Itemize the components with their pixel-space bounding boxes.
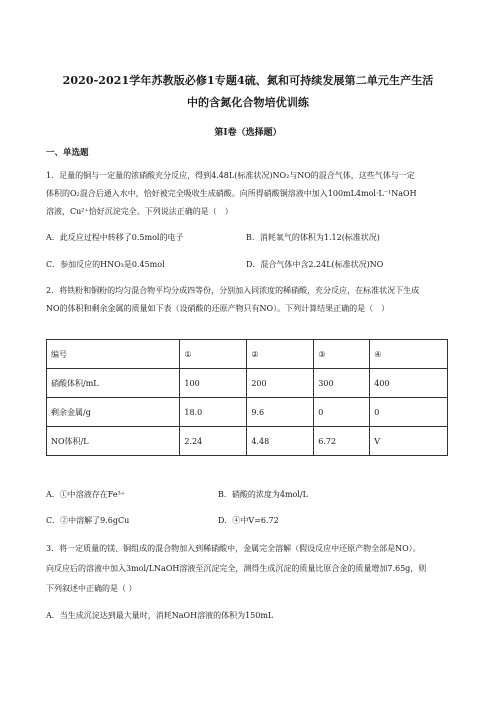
- q2-stem-line2: NO的体积和剩余金属的质量如下表（设硝酸的还原产物只有NO）。下列计算结果正确的是（ ）: [46, 304, 390, 313]
- table-cell: 100: [180, 369, 247, 398]
- q2-option-b: B．硝酸的浓度为4mol/L: [218, 490, 308, 499]
- table-cell: 9.6: [247, 398, 314, 427]
- q2-option-c: C．②中溶解了9.6gCu: [46, 516, 130, 525]
- table-cell: 300: [314, 369, 370, 398]
- table-cell: 6.72: [314, 427, 370, 456]
- q1-option-c: C．参加反应的HNO₃是0.45mol: [46, 260, 165, 269]
- q1-stem-line2: 体积的O₂混合后通入水中，恰好被完全吸收生成硝酸。向所得硝酸铜溶液中加入100mL4mol·L⁻¹NaOH: [46, 189, 417, 198]
- table-cell: 4.48: [247, 427, 314, 456]
- q1-option-a: A．此反应过程中转移了0.5mol的电子: [46, 233, 184, 242]
- table-row: [47, 369, 448, 398]
- table-cell: 2.24: [180, 427, 247, 456]
- table-cell: 400: [370, 369, 448, 398]
- table-cell: ④: [370, 340, 448, 369]
- q3-stem-line1: 3．将一定质量的镁、铜组成的混合物加入到稀硝酸中，金属完全溶解（假设反应中还原产物全部是NO）。: [46, 544, 421, 553]
- q3-stem-line3: 下列叙述中正确的是（ ）: [46, 584, 137, 593]
- table-cell: 0: [370, 398, 448, 427]
- table-cell: 18.0: [180, 398, 247, 427]
- table-cell: ③: [314, 340, 370, 369]
- table-cell: 剩余金属/g: [47, 398, 180, 427]
- q1-stem-line1: 1．足量的铜与一定量的浓硝酸充分反应，得到4.48L(标准状况)NO₂与NO的混合气体，这些气体与一定: [46, 171, 415, 180]
- table-cell: ①: [180, 340, 247, 369]
- table-cell: V: [370, 427, 448, 456]
- table-cell: 200: [247, 369, 314, 398]
- q2-option-d: D．④中V=6.72: [218, 516, 279, 525]
- table-cell: 硝酸体积/mL: [47, 369, 180, 398]
- document-title-line2: 中的含氮化合物培优训练: [186, 96, 310, 109]
- q1-option-d: D．混合气体中含2.24L(标准状况)NO: [246, 260, 384, 269]
- table-cell: ②: [247, 340, 314, 369]
- document-title-line1: 2020-2021学年苏教版必修1专题4硫、氮和可持续发展第二单元生产生活: [62, 74, 434, 87]
- q3-option-a: A．当生成沉淀达到最大量时，消耗NaOH溶液的体积为150mL: [46, 611, 274, 620]
- q1-stem-line3: 溶液，Cu²⁺恰好沉淀完全。下列说法正确的是（ ）: [46, 207, 233, 216]
- q2-stem-line1: 2．将铁粉和铜粉的均匀混合物平均分成四等份，分别加入同浓度的稀硝酸，充分反应，在标准状况下生成: [46, 286, 420, 295]
- table-row: [47, 340, 448, 369]
- q2-data-table: [46, 339, 448, 456]
- table-cell: NO体积/L: [47, 427, 180, 456]
- volume-subtitle: 第I卷（选择题）: [214, 128, 282, 138]
- q3-stem-line2: 向反应后的溶液中加入3mol/LNaOH溶液至沉淀完全，测得生成沉淀的质量比原合金的质量增加7.65g，则: [46, 564, 427, 573]
- section-heading: 一、单选题: [46, 148, 89, 158]
- table-row: [47, 398, 448, 427]
- table-row: [47, 427, 448, 456]
- q2-option-a: A．①中溶液存在Fe³⁺: [46, 490, 126, 499]
- table-cell: 0: [314, 398, 370, 427]
- q1-option-b: B．消耗氧气的体积为1.12(标准状况): [246, 233, 380, 242]
- table-cell: 编号: [47, 340, 180, 369]
